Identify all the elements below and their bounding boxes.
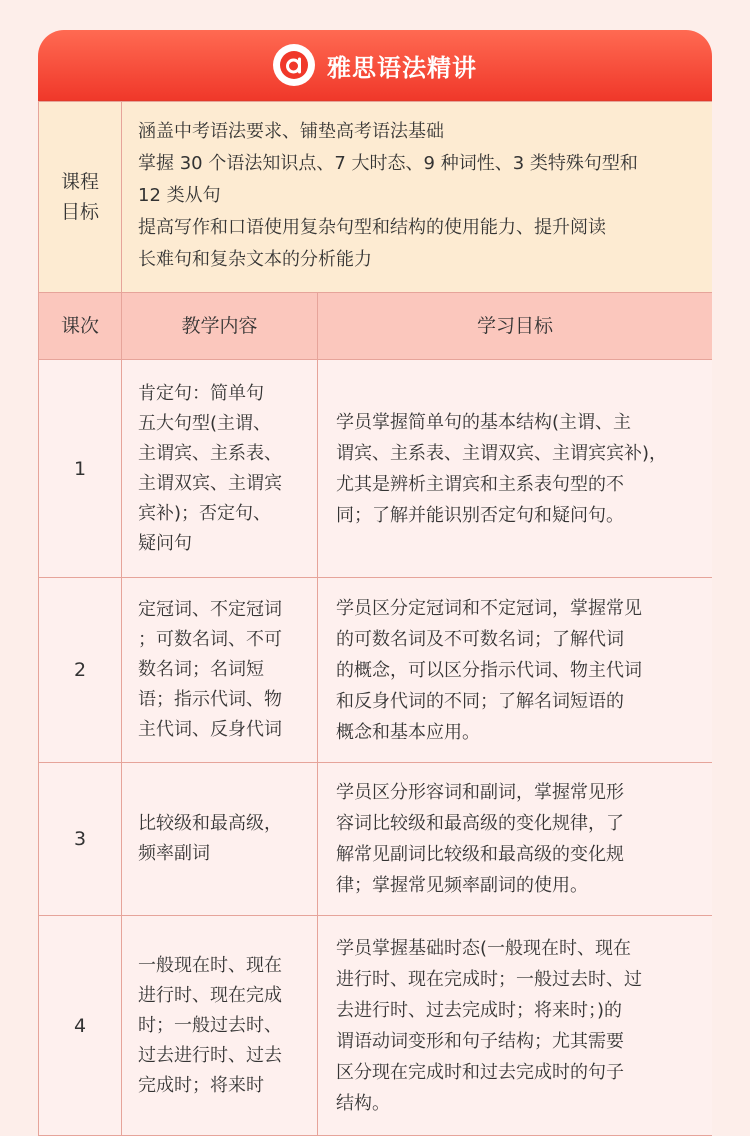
- lesson-goal: 学员掌握基础时态(一般现在时、现在 进行时、现在完成时；一般过去时、过 去进行时、过去完成时；将来时；)的 谓语动词变形和句子结构；尤其需要 区分现在完成时和过去完成时的句子 结构。: [318, 916, 713, 1136]
- table-row: [39, 763, 713, 916]
- lesson-number: 1: [39, 360, 122, 578]
- course-goal-line: 掌握 30 个语法知识点、7 大时态、9 种词性、3 类特殊句型和: [138, 153, 638, 174]
- lesson-content: 肯定句：简单句 五大句型(主谓、 主谓宾、主系表、 主谓双宾、主谓宾 宾补)；否定句、 疑问句: [122, 360, 318, 578]
- course-card: [38, 30, 712, 1136]
- course-goal-line: 12 类从句: [138, 185, 221, 206]
- table-header-row: [39, 293, 713, 360]
- lesson-number: 3: [39, 763, 122, 916]
- column-header-lesson: 课次: [39, 293, 122, 360]
- lesson-content: 比较级和最高级， 频率副词: [122, 763, 318, 916]
- course-goal-row: [39, 102, 713, 293]
- table-row: [39, 360, 713, 578]
- course-table: [38, 101, 712, 1136]
- lesson-number: 2: [39, 578, 122, 763]
- lesson-goal: 学员区分定冠词和不定冠词，掌握常见 的可数名词及不可数名词；了解代词 的概念，可以区分指示代词、物主代词 和反身代词的不同；了解名词短语的 概念和基本应用。: [318, 578, 713, 763]
- course-goal-line: 长难句和复杂文本的分析能力: [138, 249, 372, 270]
- table-row: [39, 916, 713, 1136]
- card-header: [38, 30, 712, 101]
- lesson-content: 一般现在时、现在 进行时、现在完成 时；一般过去时、 过去进行时、过去 完成时；将来时: [122, 916, 318, 1136]
- course-goal-line: 提高写作和口语使用复杂句型和结构的使用能力、提升阅读: [138, 217, 606, 238]
- lesson-content: 定冠词、不定冠词 ；可数名词、不可 数名词；名词短 语；指示代词、物 主代词、反身代词: [122, 578, 318, 763]
- column-header-content: 教学内容: [122, 293, 318, 360]
- lesson-number: 4: [39, 916, 122, 1136]
- column-header-goal: 学习目标: [318, 293, 713, 360]
- lesson-goal: 学员掌握简单句的基本结构(主谓、主 谓宾、主系表、主谓双宾、主谓宾宾补)， 尤其是辨析主谓宾和主系表句型的不 同；了解并能识别否定句和疑问句。: [318, 360, 713, 578]
- table-row: [39, 578, 713, 763]
- page-title: 雅思语法精讲: [327, 53, 477, 82]
- lesson-goal: 学员区分形容词和副词，掌握常见形 容词比较级和最高级的变化规律，了 解常见副词比较级和最高级的变化规 律；掌握常见频率副词的使用。: [318, 763, 713, 916]
- course-goal-line: 涵盖中考语法要求、铺垫高考语法基础: [138, 121, 444, 142]
- letter-a-icon: [273, 44, 315, 86]
- course-goal-label: 课程目标: [39, 102, 122, 293]
- course-goal-content: [122, 102, 713, 293]
